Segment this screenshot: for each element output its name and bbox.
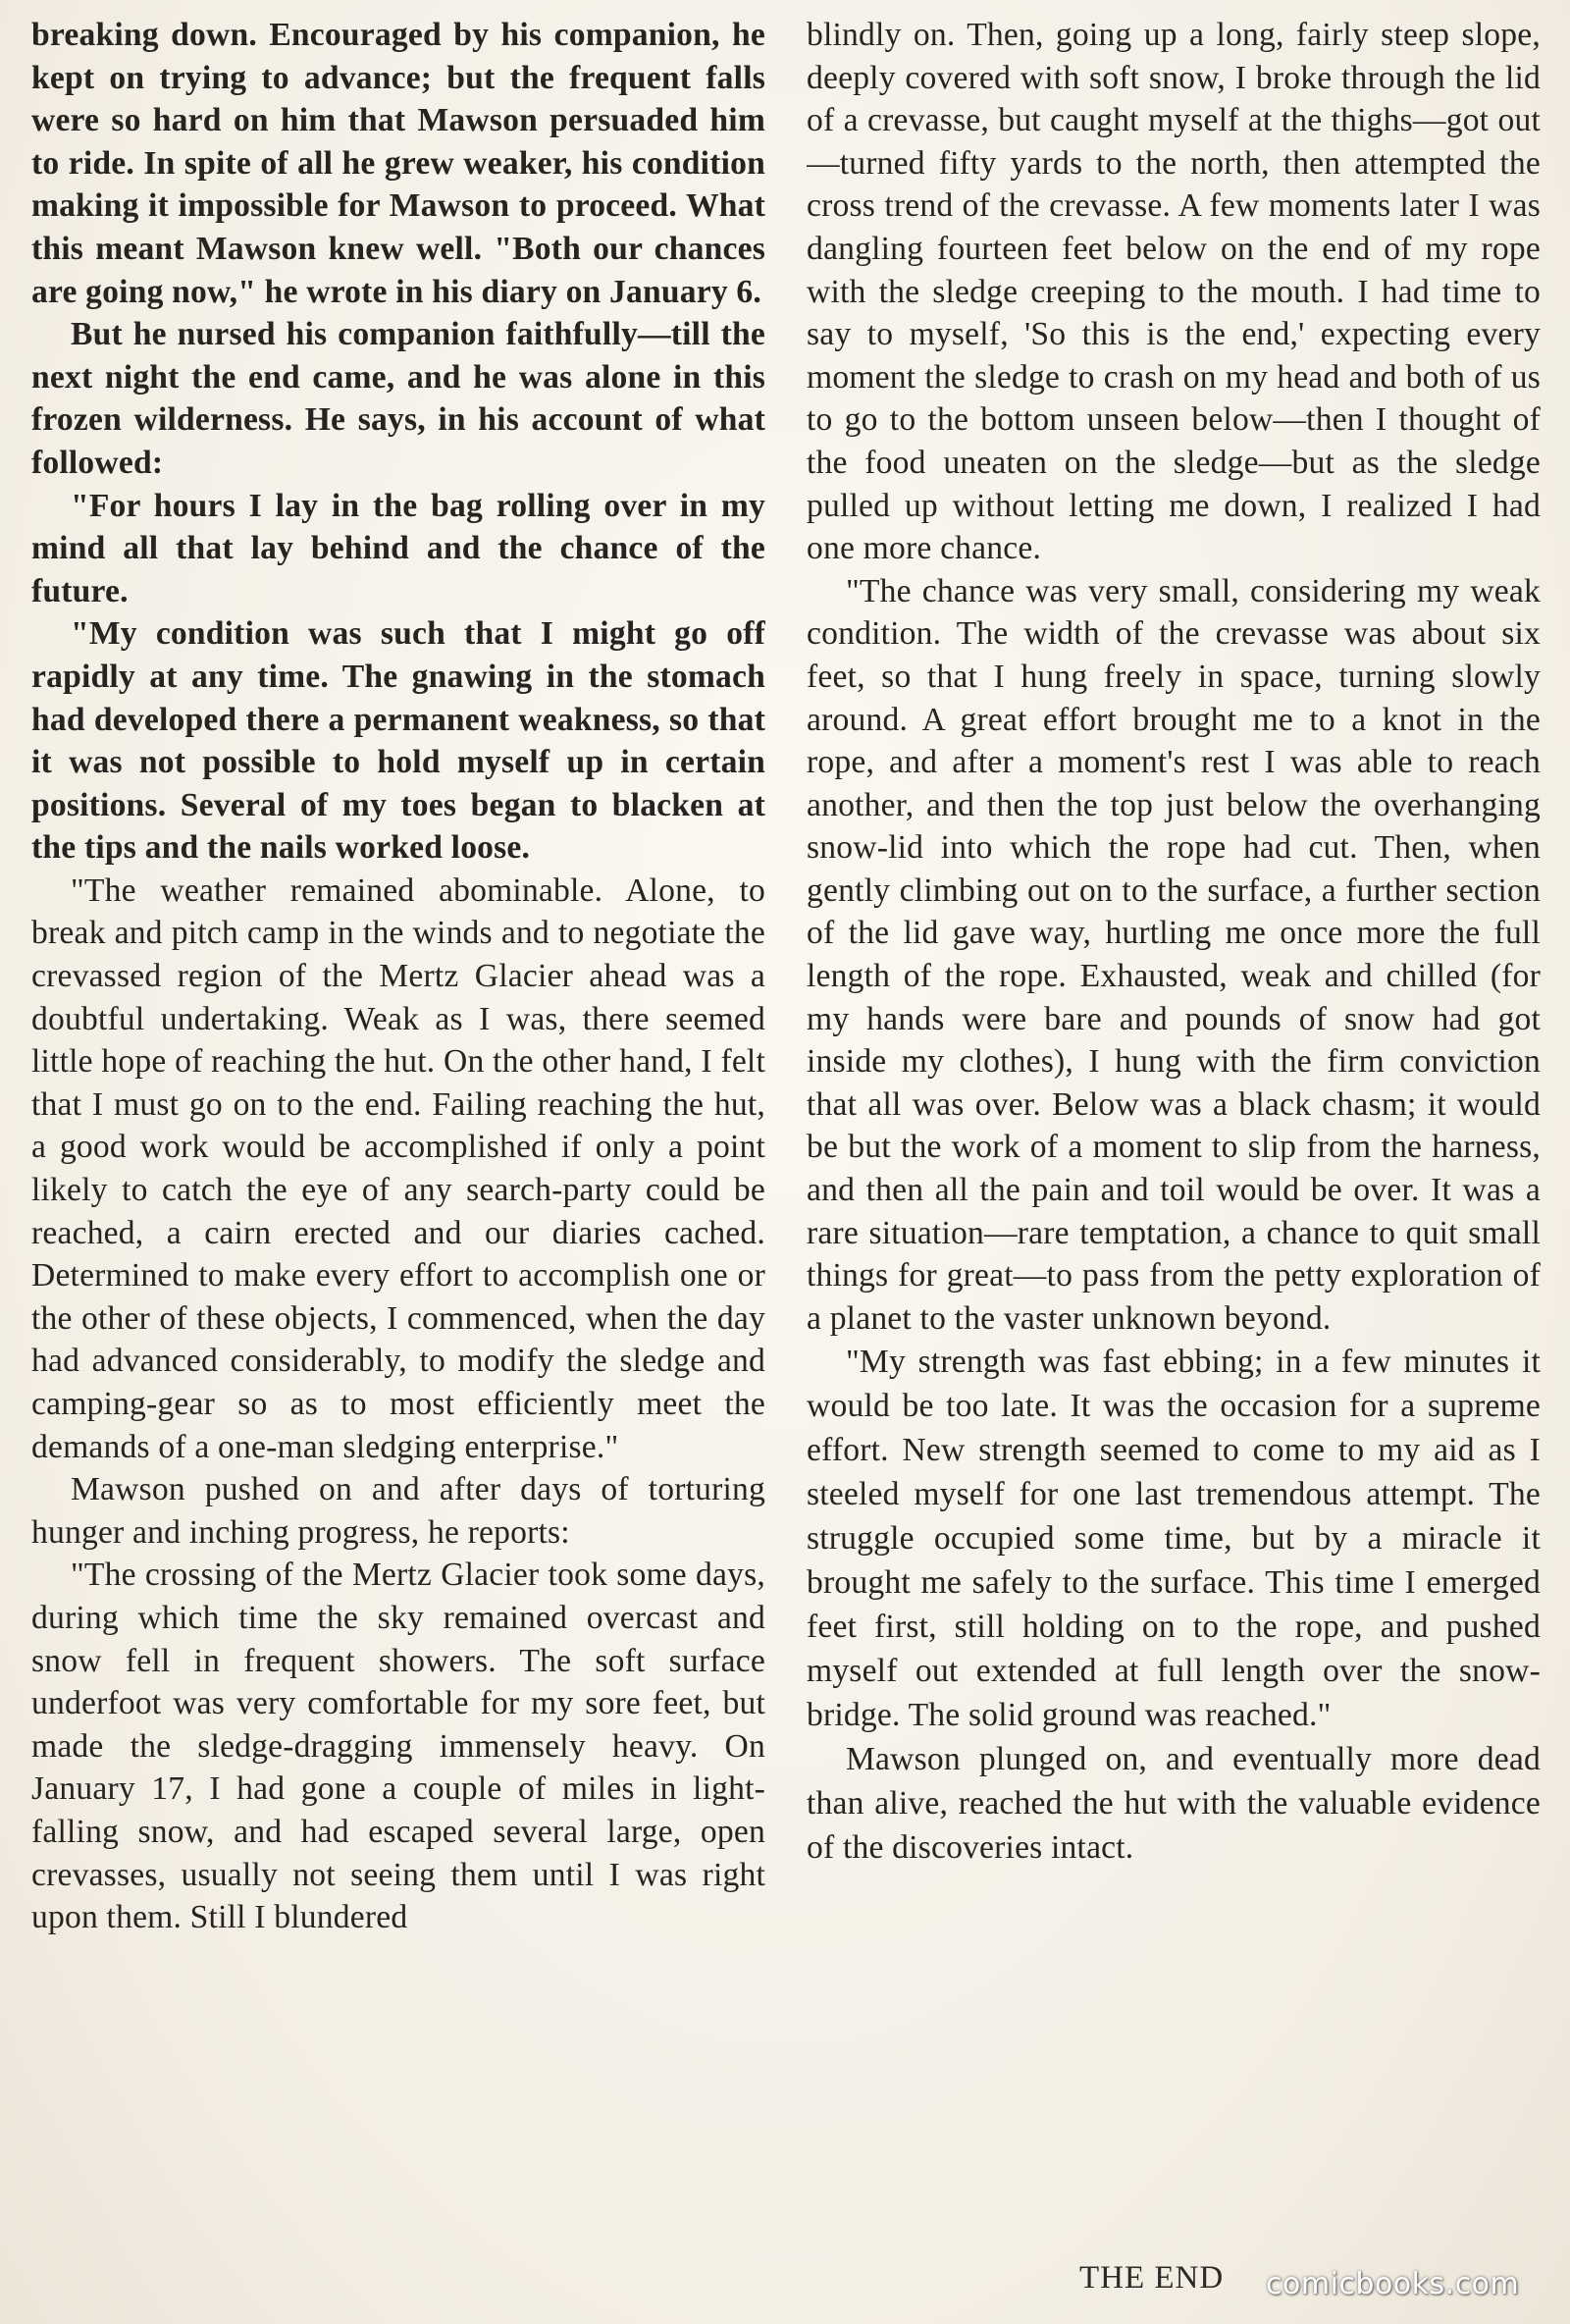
paragraph: blindly on. Then, going up a long, fairly steep slope, deeply covered with soft snow, I broke through the lid of a crevasse, but caught myself at the thighs—got out—turned fifty yards to the north, then attempted the cross trend of the crevasse. A few moments later I was dangling fourteen feet below on the end of my rope with the sledge creeping to the mouth. I had time to say to myself, 'So this is the end,' expecting every moment the sledge to crash on my head and both of us to go to the bottom unseen below—then I thought of the food uneaten on the sledge—but as the sledge pulled up without letting me down, I realized I had one more chance. <box>807 17 1541 567</box>
paragraph: But he nursed his companion faithfully—till the next night the end came, and he was alone in this frozen wilderness. He says, in his account of what followed: <box>31 316 765 481</box>
watermark-logo: comicbooks.com <box>1266 2267 1520 2301</box>
paragraph: "My condition was such that I might go off rapidly at any time. The gnawing in the stomach had developed there a permanent weakness, so that it was not possible to hold myself up in certain positions. Several of my toes began to blacken at the tips and the nails worked loose. <box>31 615 765 867</box>
paragraph: "The weather remained abominable. Alone, to break and pitch camp in the winds and to negotiate the crevassed region of the Mertz Glacier ahead was a doubtful undertaking. Weak as I was, there seemed little hope of reaching the hut. On the other hand, I felt that I must go on to the end. Failing reaching the hut, a good work would be accomplished if only a point likely to catch the eye of any search-party could be reached, a cairn erected and our diaries cached. Determined to make every effort to accomplish one or the other of these objects, I commenced, when the day had advanced considerably, to modify the sledge and camping-gear so as to most efficiently meet the demands of a one-man sledging enterprise." <box>31 872 765 1465</box>
the-end-label: THE END <box>1079 2260 1225 2296</box>
left-column <box>31 14 765 2291</box>
paragraph: "My strength was fast ebbing; in a few minutes it would be too late. It was the occasion for a supreme effort. New strength seemed to come to my aid as I steeled myself for one last tremendous attempt. The struggle occupied some time, but by a miracle it brought me safely to the surface. This time I emerged feet first, still holding on to the rope, and pushed myself out extended at full length over the snow-bridge. The solid ground was reached." <box>807 1344 1541 1734</box>
paragraph: "The chance was very small, considering my weak condition. The width of the crevasse was about six feet, so that I hung freely in space, turning slowly around. A great effort brought me to a knot in the rope, and after a moment's rest I was able to reach another, and then the top just below the overhanging snow-lid into which the rope had cut. Then, when gently climbing out on to the surface, a further section of the lid gave way, hurtling me once more the full length of the rope. Exhausted, weak and chilled (for my hands were bare and pounds of snow had got inside my clothes), I hung with the firm conviction that all was over. Below was a black chasm; it would be but the work of a moment to slip from the harness, and then all the pain and toil would be over. It was a rare situation—rare temptation, a chance to quit small things for great—to pass from the petty exploration of a planet to the vaster unknown beyond. <box>807 572 1541 1337</box>
paragraph: breaking down. Encouraged by his companion, he kept on trying to advance; but the frequent falls were so hard on him that Mawson persuaded him to ride. In spite of all he grew weaker, his condition making it impossible for Mawson to proceed. What this meant Mawson knew well. "Both our chances are going now," he wrote in his diary on January 6. <box>31 17 765 310</box>
paragraph: Mawson plunged on, and eventually more dead than alive, reached the hut with the valuable evidence of the discoveries intact. <box>807 1741 1541 1867</box>
paragraph: Mawson pushed on and after days of torturing hunger and inching progress, he reports: <box>31 1471 765 1551</box>
right-column <box>807 14 1541 2291</box>
paragraph: "For hours I lay in the bag rolling over in my mind all that lay behind and the chance of the future. <box>31 487 765 609</box>
paragraph: "The crossing of the Mertz Glacier took some days, during which time the sky remained overcast and snow fell in frequent showers. The soft surface underfoot was very comfortable for my sore feet, but made the sledge-dragging immensely heavy. On January 17, I had gone a couple of miles in light-falling snow, and had escaped several large, open crevasses, usually not seeing them until I was right upon them. Still I blundered <box>31 1557 765 1936</box>
